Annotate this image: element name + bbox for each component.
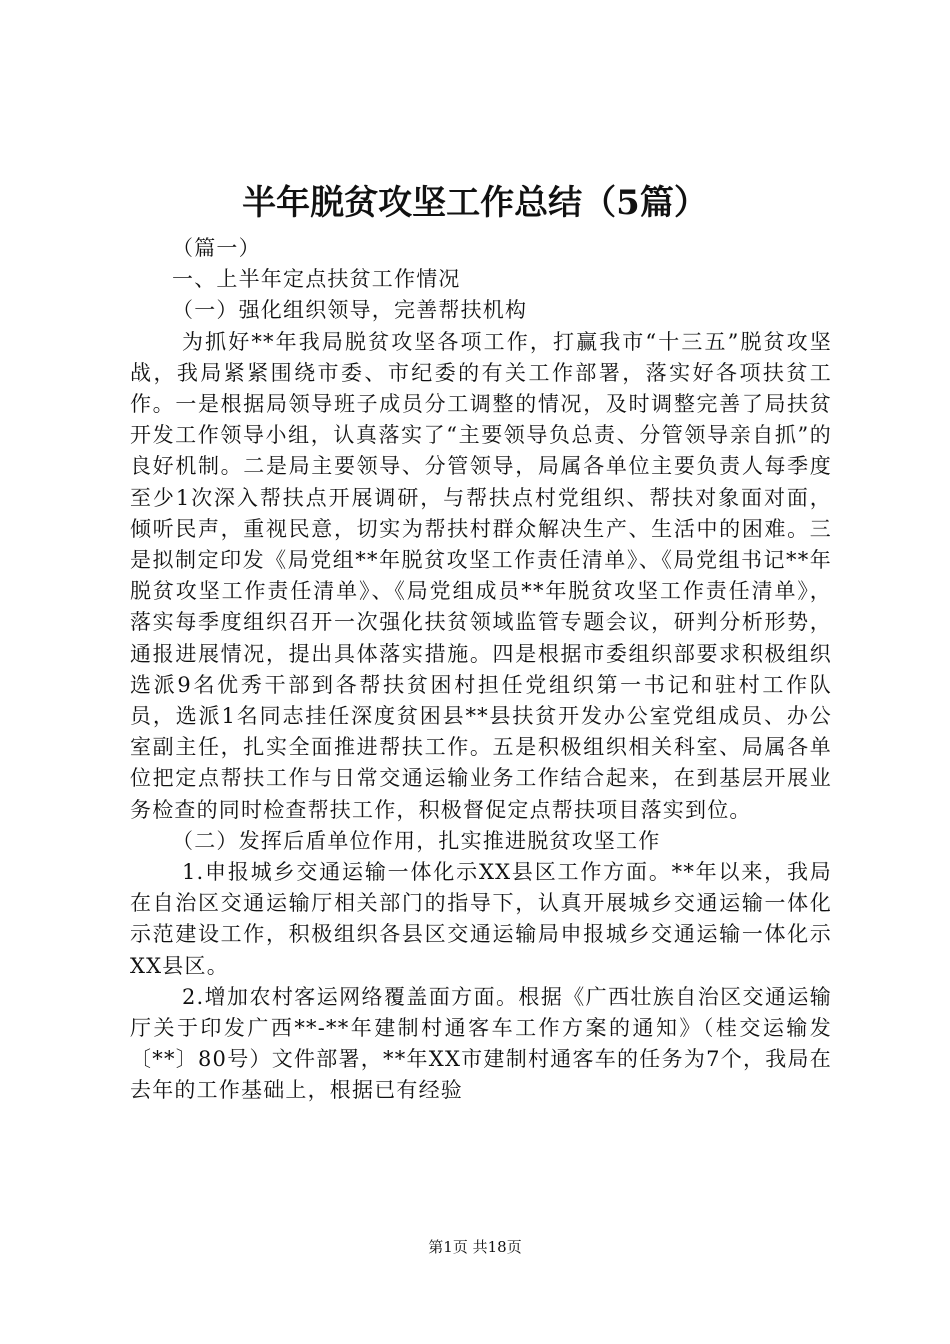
subsection-heading: （二）发挥后盾单位作用，扎实推进脱贫攻坚工作 [172, 828, 661, 853]
body-paragraph: 为抓好**年我局脱贫攻坚各项工作，打赢我市“十三五”脱贫攻坚战，我局紧紧围绕市委、市纪委的有关工作部署，落实好各项扶贫工作。一是根据局领导班子成员分工调整的情况，及时调整完善了局扶贫开发工作领导小组，认真落实了“主要领导负总责、分管领导亲自抓”的良好机制。二是局主要领导、分管领导，局属各单位主要负责人每季度至少1次深入帮扶点开展调研，与帮扶点村党组织、帮扶对象面对面，倾听民声，重视民意，切实为帮扶村群众解决生产、生活中的困难。三是拟制定印发《局党组**年脱贫攻坚工作责任清单》、《局党组书记**年脱贫攻坚工作责任清单》、《局党组成员**年脱贫攻坚工作责任清单》，落实每季度组织召开一次强化扶贫领域监管专题会议，研判分析形势，通报进展情况，提出具体落实措施。四是根据市委组织部要求积极组织选派9名优秀干部到各帮扶贫困村担任党组织第一书记和驻村工作队员，选派1名同志挂任深度贫困县**县扶贫开发办公室党组成员、办公室副主任，扎实全面推进帮扶工作。五是积极组织相关科室、局属各单位把定点帮扶工作与日常交通运输业务工作结合起来，在到基层开展业务检查的同时检查帮扶工作，积极督促定点帮扶项目落实到位。 [130, 329, 832, 822]
subsection-heading: （一）强化组织领导，完善帮扶机构 [172, 298, 528, 323]
section-label: （篇一） [172, 236, 261, 260]
document-body [130, 233, 832, 1107]
body-paragraph: 1.申报城乡交通运输一体化示XX县区工作方面。**年以来，我局在自治区交通运输厅相关部门的指导下，认真开展城乡交通运输一体化示范建设工作，积极组织各县区交通运输局申报城乡交通运输一体化示XX县区。 [130, 860, 832, 978]
body-paragraph: 2.增加农村客运网络覆盖面方面。根据《广西壮族自治区交通运输厅关于印发广西**-**年建制村通客车工作方案的通知》（桂交运输发〔**〕80号）文件部署，**年XX市建制村通客车的任务为7个，我局在去年的工作基础上，根据已有经验 [130, 984, 832, 1103]
section-heading: 一、上半年定点扶贫工作情况 [172, 267, 461, 292]
document-title: 半年脱贫攻坚工作总结（5篇） [242, 183, 708, 223]
page-number-footer: 第1页 共18页 [428, 1238, 522, 1256]
